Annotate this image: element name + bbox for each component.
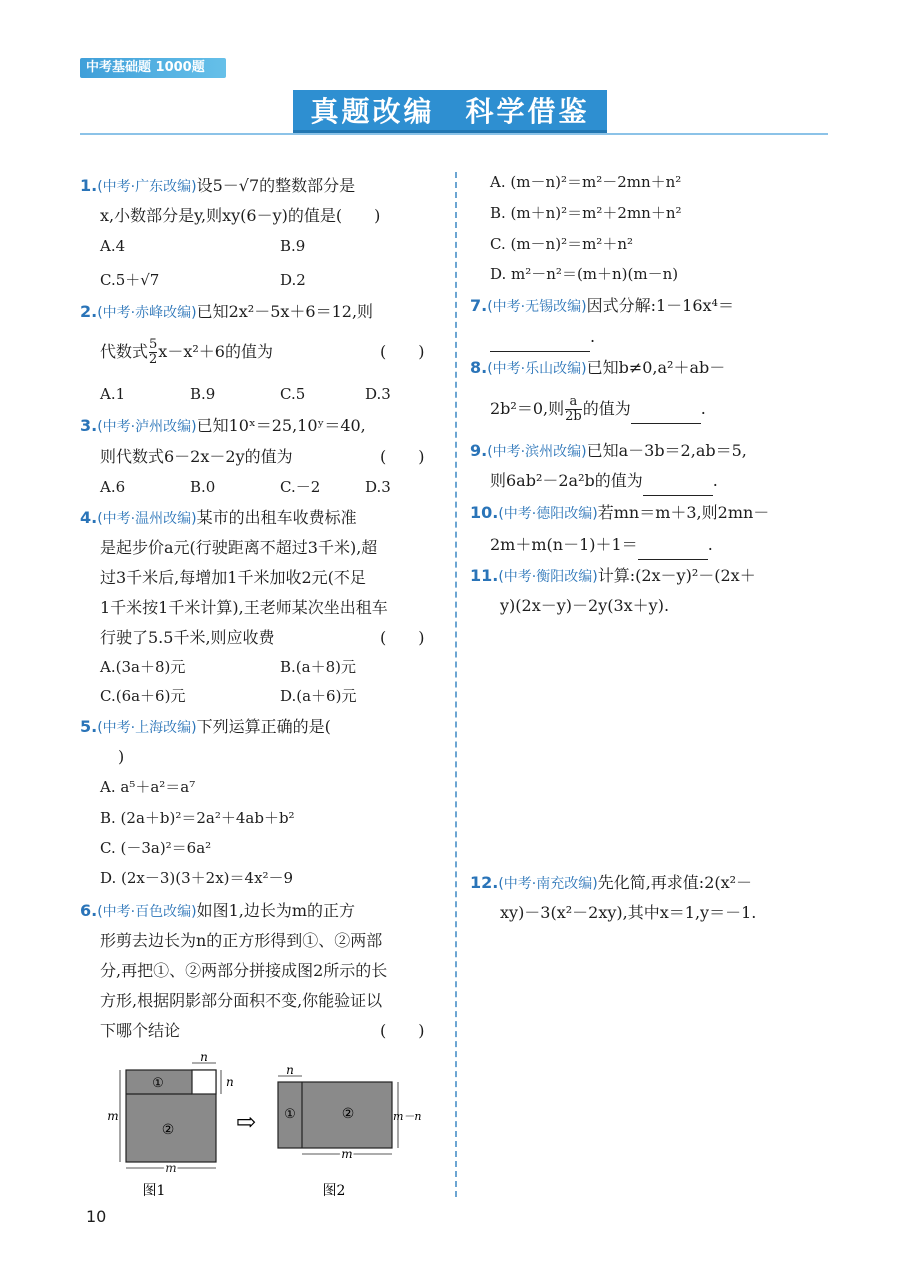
option-b: B. (2a＋b)²＝2a²＋4ab＋b²	[100, 809, 295, 827]
option-a: A.6	[100, 478, 126, 496]
question-text: 已知b≠0,a²＋ab－	[586, 358, 726, 377]
denominator: 2	[149, 352, 158, 367]
question-9-line2	[490, 466, 718, 496]
question-4-line: 是起步价a元(行驶距离不超过3千米),超	[100, 538, 378, 557]
question-source: (中考·赤峰改编)	[97, 305, 197, 321]
book-series-label: 中考基础题 1000题	[80, 58, 226, 78]
question-6-line: 下哪个结论	[100, 1021, 181, 1040]
question-number: 9.	[470, 441, 488, 460]
question-4-line: 过3千米后,每增加1千米加收2元(不足	[100, 568, 366, 587]
answer-blank[interactable]	[638, 539, 708, 560]
question-source: (中考·广东改编)	[97, 179, 197, 195]
option-c: C.(6a＋6)元	[100, 687, 186, 705]
question-6-line: 形剪去边长为n的正方形得到①、②两部	[100, 931, 383, 950]
figure-1-caption: 图1	[142, 1183, 166, 1199]
answer-blank[interactable]	[490, 331, 590, 352]
fraction	[565, 395, 582, 424]
question-source: (中考·上海改编)	[97, 720, 197, 736]
square-figures	[100, 1050, 422, 1199]
option-b: B.9	[190, 385, 216, 403]
figure-2-caption: 图2	[322, 1183, 346, 1199]
fraction	[149, 338, 157, 367]
question-number: 2.	[80, 302, 98, 321]
question-text: 已知2x²－5x＋6＝12,则	[196, 302, 374, 321]
question-text: 如图1,边长为m的正方	[196, 901, 356, 920]
option-d: D. m²－n²＝(m＋n)(m－n)	[490, 265, 679, 283]
text-fragment: 则6ab²－2a²b的值为	[490, 471, 643, 490]
question-2	[80, 297, 373, 328]
question-number: 12.	[470, 873, 499, 892]
page-number: 10	[86, 1207, 107, 1226]
option-c: C.－2	[280, 478, 321, 496]
part-2-label: ②	[161, 1122, 175, 1138]
label-m-minus-n: m－n	[393, 1110, 422, 1123]
question-4-line: 行驶了5.5千米,则应收费	[100, 628, 275, 647]
option-b: B.9	[280, 237, 306, 255]
text-fragment: 2m＋m(n－1)＋1＝	[490, 535, 638, 554]
question-5	[80, 712, 331, 743]
option-d: D. (2x－3)(3＋2x)＝4x²－9	[100, 869, 294, 887]
answer-blank[interactable]	[631, 403, 701, 424]
question-3-line2: 则代数式6－2x－2y的值为	[100, 447, 293, 466]
column-divider	[455, 172, 457, 1197]
removed-square	[192, 1070, 216, 1094]
question-source: (中考·滨州改编)	[487, 444, 587, 460]
question-text: 已知a－3b＝2,ab＝5,	[586, 441, 747, 460]
question-3	[80, 411, 366, 442]
question-9	[470, 436, 747, 467]
option-b: B.0	[190, 478, 216, 496]
question-text: 先化简,再求值:2(x²－	[597, 873, 753, 892]
question-text: 已知10ˣ＝25,10ʸ＝40,	[196, 416, 366, 435]
question-12	[470, 868, 752, 899]
question-source: (中考·无锡改编)	[487, 299, 587, 315]
question-4-line: 1千米按1千米计算),王老师某次坐出租车	[100, 598, 388, 617]
option-c: C.5＋√7	[100, 271, 160, 289]
numerator: 5	[149, 337, 158, 352]
question-text: 因式分解:1－16x⁴＝	[586, 296, 734, 315]
label-n-top: n	[286, 1063, 294, 1077]
period: .	[700, 399, 706, 418]
numerator: a	[565, 395, 582, 410]
text-fragment: 2b²＝0,则	[490, 399, 565, 418]
text-fragment: 的值为	[582, 399, 631, 418]
part-2-label: ②	[341, 1106, 355, 1122]
option-d: D.3	[365, 385, 391, 403]
question-number: 11.	[470, 566, 499, 585]
arrow-icon: ⇨	[235, 1108, 257, 1136]
question-number: 10.	[470, 503, 499, 522]
question-11	[470, 561, 756, 592]
question-6	[80, 896, 355, 927]
part-1-label: ①	[284, 1107, 296, 1122]
answer-paren: ( )	[380, 447, 425, 466]
option-d: D.(a＋6)元	[280, 687, 357, 705]
question-source: (中考·南充改编)	[498, 876, 598, 892]
question-10	[470, 498, 769, 529]
answer-paren: ( )	[380, 628, 425, 647]
question-source: (中考·德阳改编)	[498, 506, 598, 522]
option-a: A. (m－n)²＝m²－2mn＋n²	[490, 173, 682, 191]
question-source: (中考·温州改编)	[97, 511, 197, 527]
question-11-line2: y)(2x－y)－2y(3x＋y).	[500, 596, 670, 615]
label-m-bottom: m	[341, 1147, 353, 1161]
question-7-answer-line	[490, 322, 595, 352]
question-4	[80, 503, 357, 534]
question-source: (中考·百色改编)	[97, 904, 197, 920]
question-7	[470, 291, 734, 322]
option-d: D.2	[280, 271, 306, 289]
question-6-line: 分,再把①、②两部分拼接成图2所示的长	[100, 961, 388, 980]
question-8	[470, 353, 725, 384]
label-n-top: n	[200, 1050, 208, 1064]
answer-blank[interactable]	[643, 475, 713, 496]
question-text: 计算:(2x－y)²－(2x＋	[597, 566, 756, 585]
question-source: (中考·乐山改编)	[487, 361, 587, 377]
section-banner: 真题改编 科学借鉴	[293, 90, 607, 134]
question-number: 3.	[80, 416, 98, 435]
question-text: 若mn＝m＋3,则2mn－	[597, 503, 770, 522]
question-12-line2: xy)－3(x²－2xy),其中x＝1,y＝－1.	[500, 903, 757, 922]
option-b: B. (m＋n)²＝m²＋2mn＋n²	[490, 204, 682, 222]
question-text: 设5－√7的整数部分是	[196, 176, 356, 195]
option-c: C. (m－n)²＝m²＋n²	[490, 235, 633, 253]
period: .	[707, 535, 713, 554]
period: .	[712, 471, 718, 490]
option-b: B.(a＋8)元	[280, 658, 356, 676]
option-c: C. (－3a)²＝6a²	[100, 839, 212, 857]
answer-paren: ( )	[380, 1021, 425, 1040]
question-10-line2	[490, 530, 713, 560]
option-a: A.1	[100, 385, 126, 403]
question-1-line2: x,小数部分是y,则xy(6－y)的值是( )	[100, 206, 381, 225]
text-fragment: 代数式	[100, 342, 149, 361]
question-number: 5.	[80, 717, 98, 736]
question-source: (中考·泸州改编)	[97, 419, 197, 435]
question-number: 7.	[470, 296, 488, 315]
question-2-line2	[100, 337, 273, 367]
question-8-line2	[490, 394, 706, 424]
part-1-label: ①	[152, 1076, 164, 1091]
denominator: 2b	[565, 409, 582, 424]
banner-rule	[80, 133, 828, 135]
question-1	[80, 171, 355, 202]
option-a: A. a⁵＋a²＝a⁷	[100, 778, 196, 796]
option-a: A.4	[100, 237, 126, 255]
question-number: 6.	[80, 901, 98, 920]
option-c: C.5	[280, 385, 306, 403]
question-source: (中考·衡阳改编)	[498, 569, 598, 585]
question-text: 下列运算正确的是(	[196, 717, 331, 736]
question-5-line2: )	[118, 747, 125, 766]
label-n-side: n	[226, 1075, 234, 1089]
period: .	[590, 327, 596, 346]
question-text: 某市的出租车收费标准	[196, 508, 357, 527]
answer-paren: ( )	[380, 342, 425, 361]
question-number: 8.	[470, 358, 488, 377]
text-fragment: x－x²＋6的值为	[158, 342, 273, 361]
option-a: A.(3a＋8)元	[100, 658, 186, 676]
question-6-line: 方形,根据阴影部分面积不变,你能验证以	[100, 991, 383, 1010]
option-d: D.3	[365, 478, 391, 496]
label-m-bottom: m	[165, 1161, 177, 1175]
question-number: 4.	[80, 508, 98, 527]
label-m-side: m	[107, 1109, 119, 1123]
question-number: 1.	[80, 176, 98, 195]
